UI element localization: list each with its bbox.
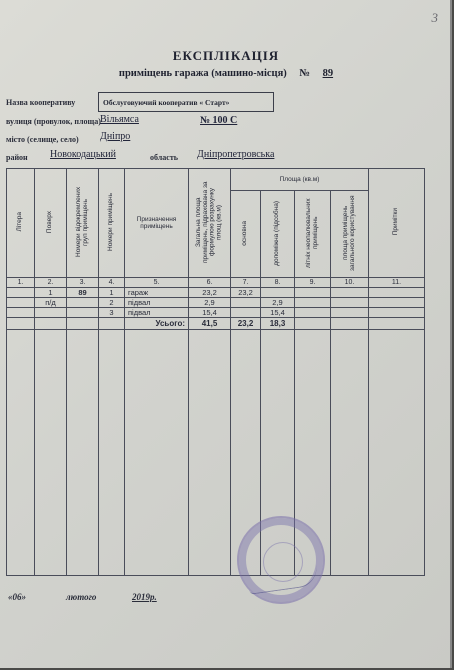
cell-group	[67, 298, 99, 308]
th-room-numbers: Номери приміщень	[99, 169, 125, 278]
cell-group: 89	[67, 288, 99, 298]
street-label: вулиця (провулок, площа)	[6, 117, 101, 126]
table-row	[7, 288, 425, 298]
cell-total: 23,2	[189, 288, 231, 298]
cell-aux: 15,4	[261, 308, 295, 318]
cell-poverkh: п/д	[35, 298, 67, 308]
th-notes: Примітки	[369, 169, 425, 278]
col-number: 7.	[231, 278, 261, 288]
explication-table	[6, 168, 425, 576]
table-row	[7, 308, 425, 318]
cell-main: 23,2	[231, 288, 261, 298]
cell-purpose: гараж	[125, 288, 189, 298]
col-number: 10.	[331, 278, 369, 288]
col-number: 2.	[35, 278, 67, 288]
house-number: № 100 С	[200, 115, 238, 126]
th-litera: Літера	[7, 169, 35, 278]
cell-aux	[261, 288, 295, 298]
cell-total: 15,4	[189, 308, 231, 318]
footer-month: лютого	[66, 592, 97, 602]
cell-room: 2	[99, 298, 125, 308]
th-purpose: Призначення приміщень	[125, 169, 189, 278]
table-row	[7, 298, 425, 308]
sum-label: Усього:	[125, 318, 189, 330]
cell-group	[67, 308, 99, 318]
empty-table-area	[7, 330, 425, 576]
th-summer: літніх неопалювальних приміщень	[295, 191, 331, 278]
column-number-row	[7, 278, 425, 288]
document-subtitle	[0, 68, 452, 79]
city-value: Дніпро	[100, 131, 131, 142]
city-label: місто (селище, село)	[6, 135, 79, 144]
col-number: 1.	[7, 278, 35, 288]
document-title: ЕКСПЛІКАЦІЯ	[172, 48, 280, 63]
street-value: Вільямса	[100, 114, 139, 125]
th-common: площа приміщень загального користування	[331, 191, 369, 278]
cell-room: 3	[99, 308, 125, 318]
th-group-numbers: Номери відокремлених груп приміщень	[67, 169, 99, 278]
cell-poverkh: 1	[35, 288, 67, 298]
cell-total: 2,9	[189, 298, 231, 308]
col-number: 5.	[125, 278, 189, 288]
cell-room: 1	[99, 288, 125, 298]
header-row-top	[7, 169, 425, 191]
col-number: 8.	[261, 278, 295, 288]
sum-total: 41,5	[189, 318, 231, 330]
th-aux: допоміжна (підсобна)	[261, 191, 295, 278]
footer-day: «06»	[8, 592, 26, 602]
cell-aux: 2,9	[261, 298, 295, 308]
footer-year: 2019р.	[132, 592, 157, 602]
district-label: район	[6, 153, 28, 162]
th-main: основна	[231, 191, 261, 278]
sum-main: 23,2	[231, 318, 261, 330]
col-number: 4.	[99, 278, 125, 288]
page-number: 3	[431, 10, 438, 25]
col-number: 11.	[369, 278, 425, 288]
district-value: Новокодацький	[50, 149, 116, 160]
region-label: область	[150, 153, 178, 162]
col-number: 9.	[295, 278, 331, 288]
cell-purpose: підвал	[125, 308, 189, 318]
coop-name: Обслуговуючий кооператив « Старт»	[103, 98, 230, 107]
col-number: 3.	[67, 278, 99, 288]
th-area-group: Площа (кв.м)	[231, 169, 369, 191]
th-poverkh: Поверх	[35, 169, 67, 278]
cell-purpose: підвал	[125, 298, 189, 308]
coop-label: Назва кооперативу	[6, 98, 76, 107]
sum-aux: 18,3	[261, 318, 295, 330]
garage-number: 89	[322, 68, 334, 79]
col-number: 6.	[189, 278, 231, 288]
region-value: Дніпропетровська	[197, 149, 275, 160]
number-label: №	[299, 68, 310, 79]
cell-poverkh	[35, 308, 67, 318]
coop-name-box	[98, 92, 274, 112]
cell-main	[231, 308, 261, 318]
cell-main	[231, 298, 261, 308]
th-total-area: Загальна площа приміщень, підрахована за формулою розрахунку площ (кв.м)	[189, 169, 231, 278]
subtitle-text: приміщень гаража (машино-місця)	[118, 68, 287, 79]
total-row	[7, 318, 425, 330]
